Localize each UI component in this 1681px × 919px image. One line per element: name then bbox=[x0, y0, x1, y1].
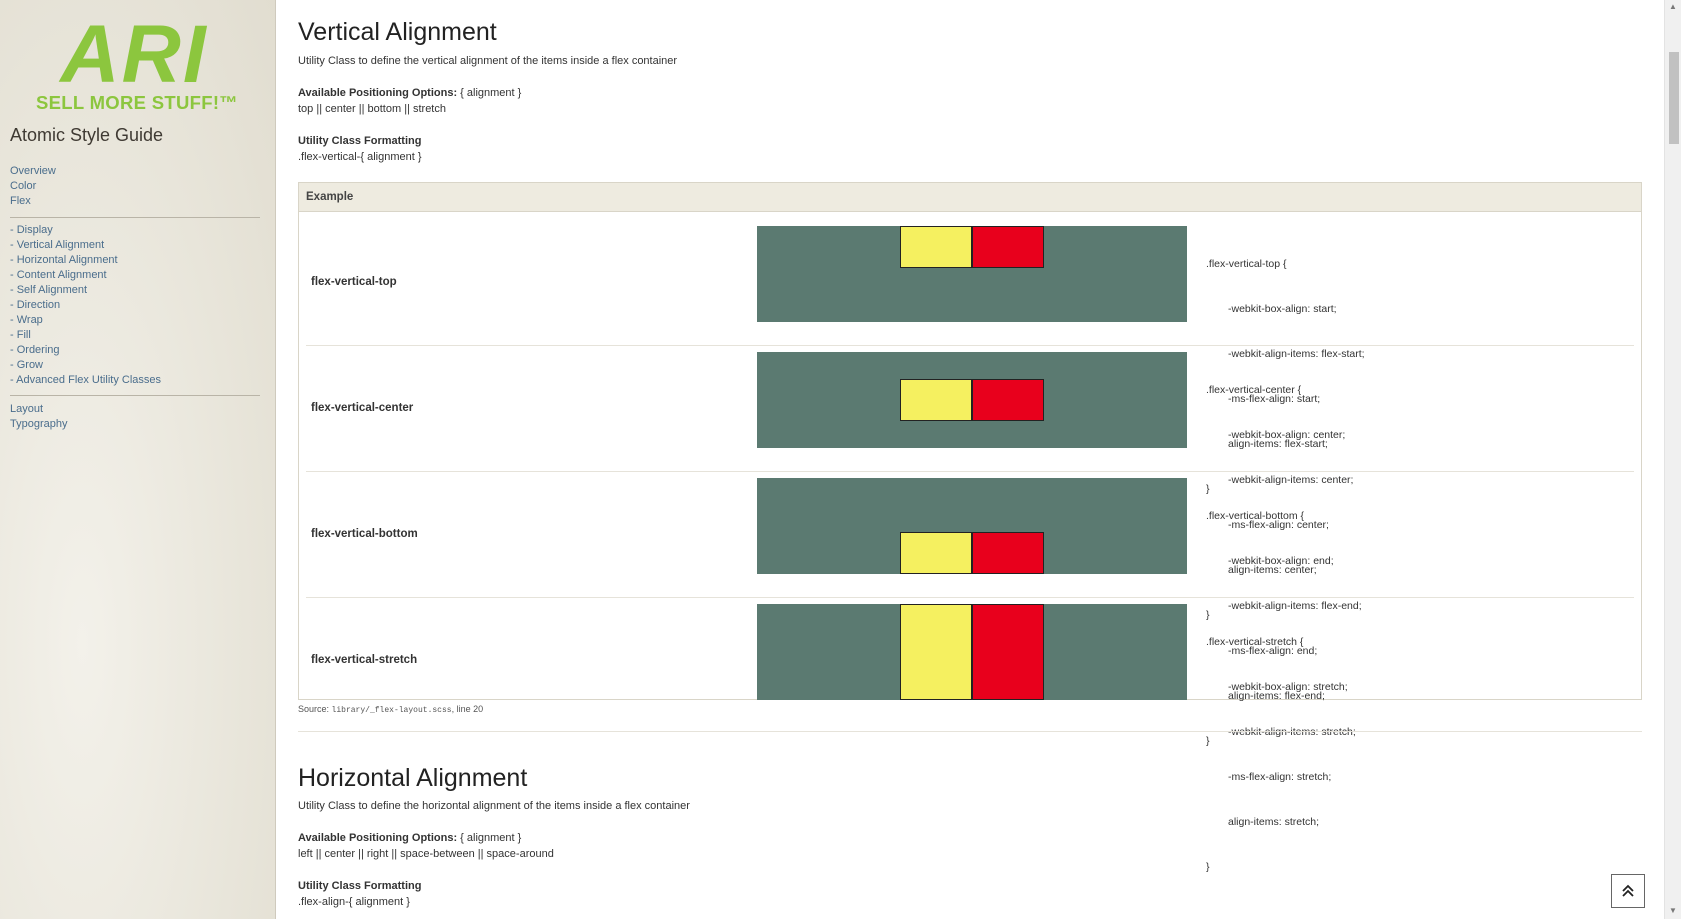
code-line: -webkit-box-align: center; bbox=[1228, 429, 1346, 441]
nav-item-overview[interactable]: Overview bbox=[10, 165, 56, 177]
nav-item-color[interactable]: Color bbox=[10, 180, 37, 192]
code-line: -webkit-align-items: flex-start; bbox=[1228, 348, 1365, 360]
ari-logo[interactable] bbox=[32, 9, 242, 114]
scroll-down-arrow-icon[interactable]: ▼ bbox=[1669, 906, 1677, 915]
demo-item-red bbox=[972, 532, 1044, 574]
code-line: -ms-flex-align: stretch; bbox=[1228, 771, 1332, 783]
nav-item-grow[interactable]: - Grow bbox=[10, 359, 43, 371]
scroll-up-arrow-icon[interactable]: ▲ bbox=[1669, 2, 1677, 11]
options-line bbox=[298, 831, 521, 846]
section-description: Utility Class to define the horizontal alignment of the items inside a flex container bbox=[298, 800, 690, 812]
section-description: Utility Class to define the vertical alignment of the items inside a flex container bbox=[298, 55, 678, 67]
row-label: flex-vertical-bottom bbox=[311, 528, 418, 540]
options-line bbox=[298, 86, 521, 101]
nav-item-direction[interactable]: - Direction bbox=[10, 299, 61, 311]
source-prefix: Source: bbox=[298, 704, 330, 714]
nav-item-content-alignment[interactable]: - Content Alignment bbox=[10, 269, 107, 281]
nav-item-layout[interactable]: Layout bbox=[10, 403, 44, 415]
code-line: -webkit-box-align: start; bbox=[1228, 303, 1337, 315]
nav-item-self-alignment[interactable]: - Self Alignment bbox=[10, 284, 88, 296]
sidebar bbox=[0, 0, 276, 919]
example-header: Example bbox=[299, 183, 1641, 212]
nav-item-flex[interactable]: Flex bbox=[10, 195, 31, 207]
demo-item-red bbox=[972, 379, 1044, 421]
options-list: left || center || right || space-between || space-around bbox=[298, 848, 554, 860]
code-line: -ms-flex-align: center; bbox=[1228, 519, 1329, 531]
nav-item-wrap[interactable]: - Wrap bbox=[10, 314, 43, 326]
code-line: } bbox=[1206, 861, 1210, 873]
formatting-value: .flex-align-{ alignment } bbox=[298, 896, 410, 908]
flex-demo bbox=[757, 226, 1187, 322]
flex-demo bbox=[757, 352, 1187, 448]
code-line: .flex-vertical-bottom { bbox=[1206, 510, 1305, 522]
row-label: flex-vertical-top bbox=[311, 276, 397, 288]
row-label: flex-vertical-stretch bbox=[311, 654, 418, 666]
demo-item-red bbox=[972, 226, 1044, 268]
demo-item-red bbox=[972, 604, 1044, 700]
demo-item-yellow bbox=[900, 604, 972, 700]
nav-item-display[interactable]: - Display bbox=[10, 224, 53, 236]
code-line: -webkit-box-align: stretch; bbox=[1228, 681, 1348, 693]
scroll-thumb[interactable] bbox=[1669, 52, 1679, 144]
nav-item-ordering[interactable]: - Ordering bbox=[10, 344, 60, 356]
source-line: , line 20 bbox=[451, 704, 484, 714]
formatting-label: Utility Class Formatting bbox=[298, 880, 422, 892]
flex-demo bbox=[757, 478, 1187, 574]
source-file: library/_flex-layout.scss bbox=[331, 706, 452, 715]
row-label: flex-vertical-center bbox=[311, 402, 414, 414]
options-value: { alignment } bbox=[460, 87, 522, 99]
code-line: -webkit-align-items: stretch; bbox=[1228, 726, 1356, 738]
code-line: -ms-flex-align: end; bbox=[1228, 645, 1318, 657]
logo-text: ARI bbox=[60, 9, 208, 100]
nav-more bbox=[10, 402, 260, 432]
back-to-top-button[interactable] bbox=[1611, 874, 1645, 908]
main-content bbox=[298, 0, 1642, 919]
nav-item-fill[interactable]: - Fill bbox=[10, 329, 31, 341]
formatting-value: .flex-vertical-{ alignment } bbox=[298, 151, 422, 163]
nav-item-advanced-flex[interactable]: - Advanced Flex Utility Classes bbox=[10, 374, 161, 386]
nav-item-vertical-alignment[interactable]: - Vertical Alignment bbox=[10, 239, 105, 251]
code-line: -ms-flex-align: start; bbox=[1228, 393, 1321, 405]
code-line: } bbox=[1206, 483, 1210, 495]
flex-demo bbox=[757, 604, 1187, 700]
formatting-label: Utility Class Formatting bbox=[298, 135, 422, 147]
options-list: top || center || bottom || stretch bbox=[298, 103, 446, 115]
chevron-up-double-icon bbox=[1620, 883, 1636, 899]
code-line: -webkit-box-align: end; bbox=[1228, 555, 1334, 567]
code-line: -webkit-align-items: flex-end; bbox=[1228, 600, 1362, 612]
nav-divider bbox=[10, 217, 260, 218]
code-line: align-items: stretch; bbox=[1228, 816, 1320, 828]
code-line: .flex-vertical-center { bbox=[1206, 384, 1302, 396]
code-line: } bbox=[1206, 735, 1210, 747]
section-divider bbox=[298, 731, 1642, 732]
source-note bbox=[298, 704, 483, 715]
code-snippet bbox=[1206, 605, 1356, 905]
guide-title: Atomic Style Guide bbox=[10, 125, 164, 145]
code-line: align-items: flex-end; bbox=[1228, 690, 1325, 702]
options-label: Available Positioning Options: bbox=[298, 87, 458, 99]
nav-flex bbox=[10, 223, 260, 388]
demo-item-yellow bbox=[900, 532, 972, 574]
code-line: .flex-vertical-top { bbox=[1206, 258, 1287, 270]
options-value: { alignment } bbox=[460, 832, 522, 844]
code-line: } bbox=[1206, 609, 1210, 621]
code-line: align-items: center; bbox=[1228, 564, 1317, 576]
demo-item-yellow bbox=[900, 379, 972, 421]
nav-primary bbox=[10, 164, 260, 209]
nav-divider bbox=[10, 395, 260, 396]
code-line: align-items: flex-start; bbox=[1228, 438, 1328, 450]
nav-item-typography[interactable]: Typography bbox=[10, 418, 68, 430]
demo-item-yellow bbox=[900, 226, 972, 268]
code-line: .flex-vertical-stretch { bbox=[1206, 636, 1304, 648]
logo-tagline: SELL MORE STUFF!™ bbox=[36, 92, 239, 113]
options-label: Available Positioning Options: bbox=[298, 832, 458, 844]
section-title-horizontal: Horizontal Alignment bbox=[298, 764, 528, 792]
nav-item-horizontal-alignment[interactable]: - Horizontal Alignment bbox=[10, 254, 118, 266]
section-title-vertical: Vertical Alignment bbox=[298, 18, 497, 46]
code-line: -webkit-align-items: center; bbox=[1228, 474, 1354, 486]
page-scrollbar[interactable] bbox=[1664, 0, 1681, 919]
